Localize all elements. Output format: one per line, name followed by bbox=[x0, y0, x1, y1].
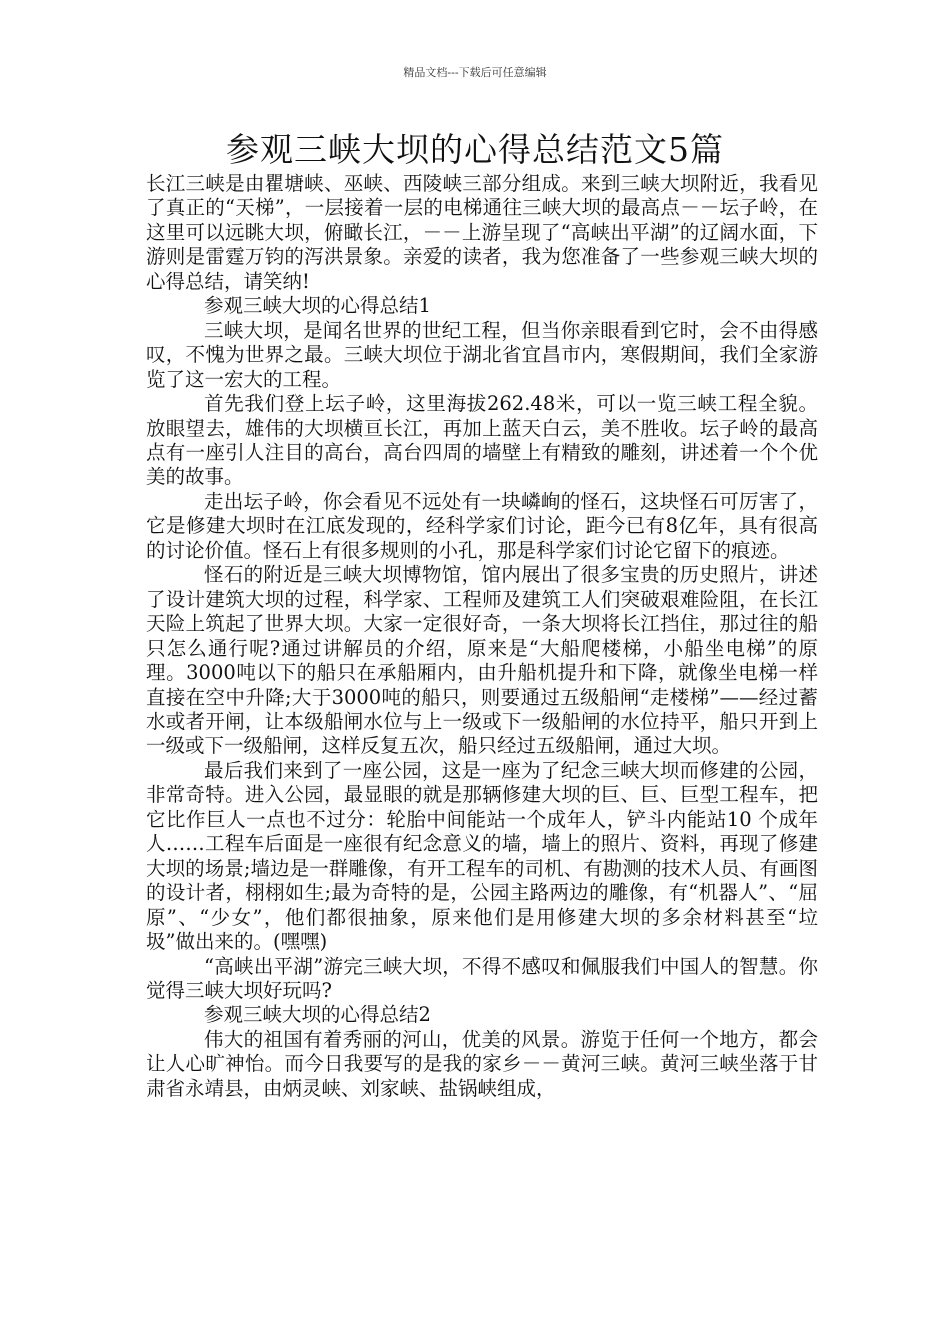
paragraph: “高峡出平湖”游完三峡大坝，不得不感叹和佩服我们中国人的智慧。你觉得三峡大坝好玩吗? bbox=[146, 954, 818, 1002]
paragraph-intro: 长江三峡是由瞿塘峡、巫峡、西陵峡三部分组成。来到三峡大坝附近，我看见了真正的“天梯”，一层接着一层的电梯通往三峡大坝的最高点－－坛子岭，在这里可以远眺大坝，俯瞰长江，－－上游呈现了“高峡出平湖”的辽阔水面，下游则是雷霆万钧的泻洪景象。亲爱的读者，我为您准备了一些参观三峡大坝的心得总结，请笑纳! bbox=[146, 172, 818, 293]
paragraph: 最后我们来到了一座公园，这是一座为了纪念三峡大坝而修建的公园，非常奇特。进入公园，最显眼的就是那辆修建大坝的巨、巨、巨型工程车，把它比作巨人一点也不过分：轮胎中间能站一个成年人，铲斗内能站10 个成年人……工程车后面是一座很有纪念意义的墙，墙上的照片、资料，再现了修建大坝的场景;墙边是一群雕像，有开工程车的司机、有勘测的技术人员、有画图的设计者，栩栩如生;最为奇特的是，公园主路两边的雕像，有“机器人”、“屈原”、“少女”，他们都很抽象，原来他们是用修建大坝的多余材料甚至“垃圾”做出来的。(嘿嘿) bbox=[146, 758, 818, 954]
paragraph: 首先我们登上坛子岭，这里海拔262.48米，可以一览三峡工程全貌。放眼望去，雄伟的大坝横亘长江，再加上蓝天白云，美不胜收。坛子岭的最高点有一座引人注目的高台，高台四周的墙壁上有精致的雕刻，讲述着一个个优美的故事。 bbox=[146, 392, 818, 489]
paragraph: 怪石的附近是三峡大坝博物馆，馆内展出了很多宝贵的历史照片，讲述了设计建筑大坝的过程，科学家、工程师及建筑工人们突破艰难险阻，在长江天险上筑起了世界大坝。大家一定很好奇，一条大坝将长江挡住，那过往的船只怎么通行呢?通过讲解员的介绍，原来是“大船爬楼梯，小船坐电梯”的原理。3000吨以下的船只在承船厢内，由升船机提升和下降，就像坐电梯一样直接在空中升降;大于3000吨的船只，则要通过五级船闸“走楼梯”——经过蓄水或者开闸，让本级船闸水位与上一级或下一级船闸的水位持平，船只开到上一级或下一级船闸，这样反复五次，船只经过五级船闸，通过大坝。 bbox=[146, 563, 818, 758]
section-heading-1: 参观三峡大坝的心得总结1 bbox=[204, 294, 431, 318]
document-title: 参观三峡大坝的心得总结范文5篇 bbox=[226, 130, 724, 169]
page-header: 精品文档---下载后可任意编辑 bbox=[403, 66, 547, 79]
document-body bbox=[146, 172, 818, 1101]
section-heading-2: 参观三峡大坝的心得总结2 bbox=[204, 1003, 431, 1027]
paragraph: 三峡大坝，是闻名世界的世纪工程，但当你亲眼看到它时，会不由得感叹，不愧为世界之最。三峡大坝位于湖北省宜昌市内，寒假期间，我们全家游览了这一宏大的工程。 bbox=[146, 318, 818, 391]
paragraph: 伟大的祖国有着秀丽的河山，优美的风景。游览于任何一个地方，都会让人心旷神怡。而今日我要写的是我的家乡－－黄河三峡。黄河三峡坐落于甘肃省永靖县，由炳灵峡、刘家峡、盐锅峡组成， bbox=[146, 1027, 818, 1100]
paragraph: 走出坛子岭，你会看见不远处有一块嶙峋的怪石，这块怪石可厉害了，它是修建大坝时在江底发现的，经科学家们讨论，距今已有8亿年，具有很高的讨论价值。怪石上有很多规则的小孔，那是科学家们讨论它留下的痕迹。 bbox=[146, 489, 818, 562]
